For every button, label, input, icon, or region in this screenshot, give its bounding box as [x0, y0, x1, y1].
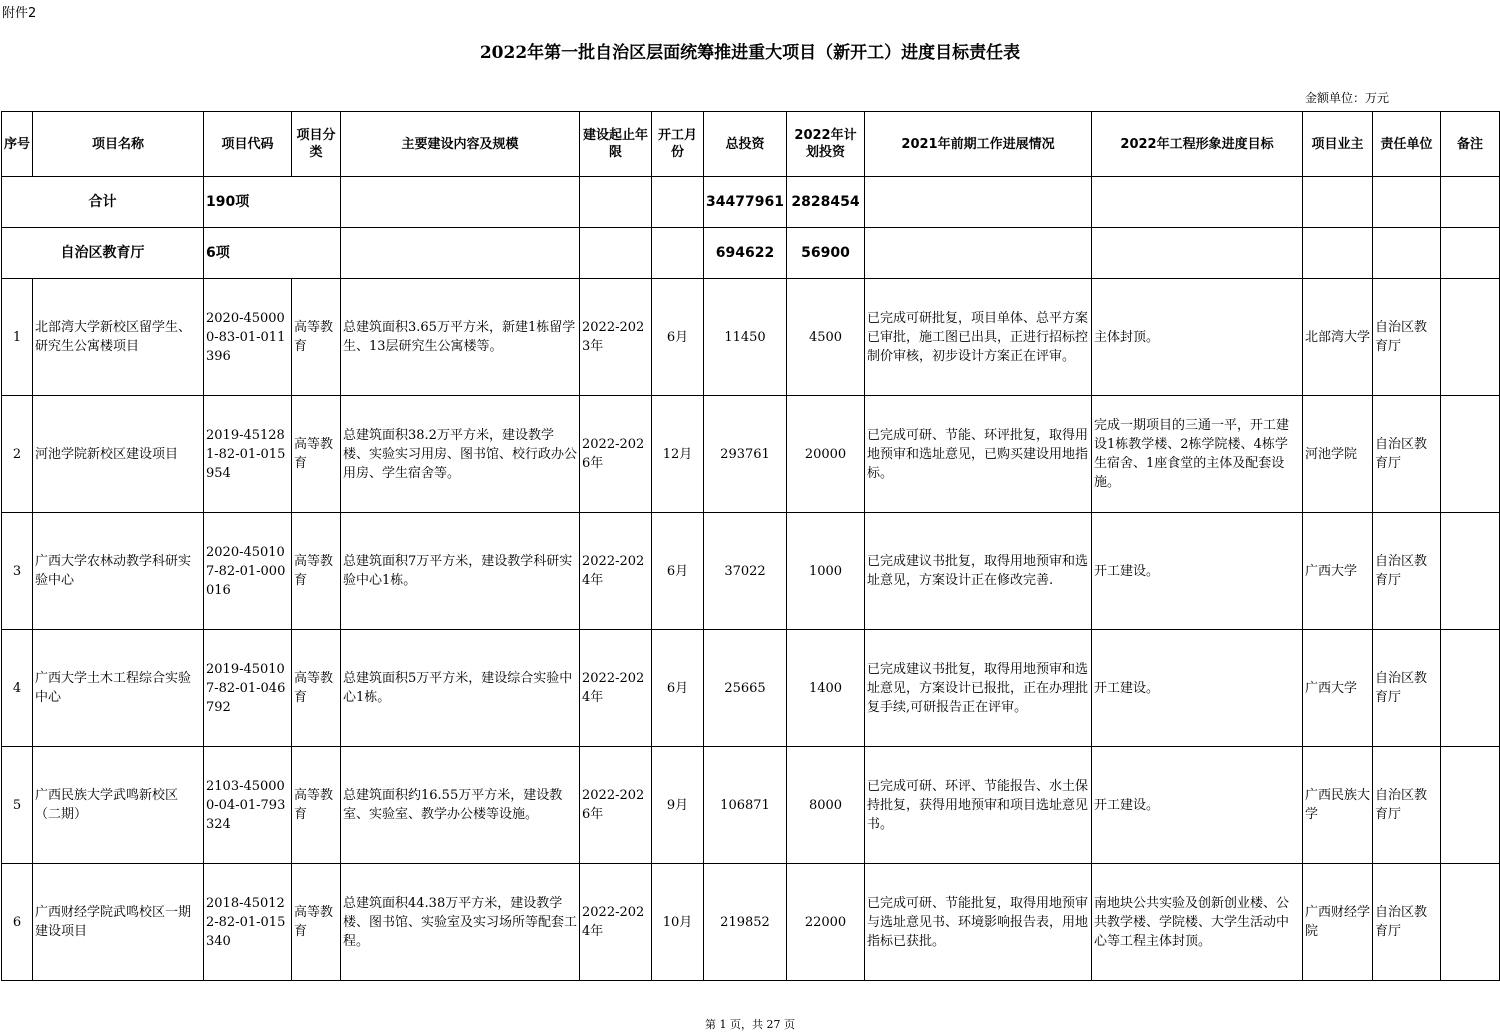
row-start-month: 6月 — [652, 630, 704, 747]
row-responsible: 自治区教育厅 — [1373, 630, 1441, 747]
row-code: 2020-450000-83-01-011396 — [204, 279, 292, 396]
row-start-month: 10月 — [652, 864, 704, 981]
row-progress-2021: 已完成可研、节能批复，取得用地预审与选址意见书、环境影响报告表，用地指标已获批。 — [865, 864, 1092, 981]
table-row — [2, 747, 1500, 864]
dept-investment: 694622 — [704, 228, 787, 279]
row-target-2022: 完成一期项目的三通一平，开工建设1栋教学楼、2栋学院楼、4栋学生宿舍、1座食堂的主体及配套设施。 — [1092, 396, 1303, 513]
row-owner: 北部湾大学 — [1303, 279, 1373, 396]
row-remark — [1441, 630, 1500, 747]
row-code: 2103-450000-04-01-793324 — [204, 747, 292, 864]
row-target-2022: 开工建设。 — [1092, 513, 1303, 630]
header-period: 建设起止年限 — [580, 112, 652, 177]
project-rows — [2, 279, 1500, 981]
row-remark — [1441, 747, 1500, 864]
row-target-2022: 主体封顶。 — [1092, 279, 1303, 396]
row-period: 2022-2023年 — [580, 279, 652, 396]
dept-row — [2, 228, 1500, 279]
row-period: 2022-2026年 — [580, 747, 652, 864]
row-category: 高等教育 — [292, 630, 341, 747]
total-plan: 2828454 — [787, 177, 865, 228]
header-seq: 序号 — [2, 112, 33, 177]
row-total: 37022 — [704, 513, 787, 630]
row-code: 2019-451281-82-01-015954 — [204, 396, 292, 513]
row-total: 293761 — [704, 396, 787, 513]
row-seq: 4 — [2, 630, 33, 747]
attachment-label: 附件2 — [2, 6, 37, 21]
row-plan: 4500 — [787, 279, 865, 396]
row-code: 2018-450122-82-01-015340 — [204, 864, 292, 981]
table-row — [2, 513, 1500, 630]
header-code: 项目代码 — [204, 112, 292, 177]
page-footer: 第 1 页，共 27 页 — [705, 1018, 795, 1031]
row-category: 高等教育 — [292, 513, 341, 630]
row-remark — [1441, 279, 1500, 396]
row-remark — [1441, 513, 1500, 630]
row-content: 总建筑面积约16.55万平方米，建设教室、实验室、教学办公楼等设施。 — [341, 747, 580, 864]
row-category: 高等教育 — [292, 279, 341, 396]
row-category: 高等教育 — [292, 747, 341, 864]
row-content: 总建筑面积3.65万平方米，新建1栋留学生、13层研究生公寓楼等。 — [341, 279, 580, 396]
row-plan: 8000 — [787, 747, 865, 864]
row-period: 2022-2024年 — [580, 630, 652, 747]
row-content: 总建筑面积7万平方米，建设教学科研实验中心1栋。 — [341, 513, 580, 630]
row-owner: 河池学院 — [1303, 396, 1373, 513]
header-progress-2021: 2021年前期工作进展情况 — [865, 112, 1092, 177]
table-row — [2, 279, 1500, 396]
row-plan: 20000 — [787, 396, 865, 513]
row-seq: 5 — [2, 747, 33, 864]
row-content: 总建筑面积44.38万平方米，建设教学楼、图书馆、实验室及实习场所等配套工程。 — [341, 864, 580, 981]
row-owner: 广西大学 — [1303, 513, 1373, 630]
dept-count: 6项 — [204, 228, 341, 279]
row-start-month: 6月 — [652, 513, 704, 630]
row-target-2022: 开工建设。 — [1092, 747, 1303, 864]
row-start-month: 6月 — [652, 279, 704, 396]
row-owner: 广西大学 — [1303, 630, 1373, 747]
dept-plan: 56900 — [787, 228, 865, 279]
row-responsible: 自治区教育厅 — [1373, 864, 1441, 981]
total-count: 190项 — [204, 177, 341, 228]
row-total: 106871 — [704, 747, 787, 864]
row-target-2022: 南地块公共实验及创新创业楼、公共教学楼、学院楼、大学生活动中心等工程主体封顶。 — [1092, 864, 1303, 981]
row-plan: 1000 — [787, 513, 865, 630]
row-responsible: 自治区教育厅 — [1373, 279, 1441, 396]
header-remark: 备注 — [1441, 112, 1500, 177]
row-responsible: 自治区教育厅 — [1373, 513, 1441, 630]
row-period: 2022-2026年 — [580, 396, 652, 513]
row-plan: 1400 — [787, 630, 865, 747]
row-period: 2022-2024年 — [580, 513, 652, 630]
row-name: 广西民族大学武鸣新校区（二期） — [33, 747, 204, 864]
table-row — [2, 396, 1500, 513]
header-content: 主要建设内容及规模 — [341, 112, 580, 177]
row-total: 11450 — [704, 279, 787, 396]
table-header-row — [2, 112, 1500, 177]
header-category: 项目分类 — [292, 112, 341, 177]
row-name: 广西大学农林动教学科研实验中心 — [33, 513, 204, 630]
row-plan: 22000 — [787, 864, 865, 981]
amount-unit: 金额单位：万元 — [1305, 91, 1390, 105]
row-content: 总建筑面积5万平方米，建设综合实验中心1栋。 — [341, 630, 580, 747]
row-progress-2021: 已完成可研、环评、节能报告、水土保持批复，获得用地预审和项目选址意见书。 — [865, 747, 1092, 864]
row-owner: 广西财经学院 — [1303, 864, 1373, 981]
project-table — [1, 111, 1500, 981]
total-investment: 34477961 — [704, 177, 787, 228]
row-owner: 广西民族大学 — [1303, 747, 1373, 864]
row-progress-2021: 已完成建议书批复，取得用地预审和选址意见，方案设计已报批，正在办理批复手续,可研报告正在评审。 — [865, 630, 1092, 747]
row-content: 总建筑面积38.2万平方米，建设教学楼、实验实习用房、图书馆、校行政办公用房、学生宿舍等。 — [341, 396, 580, 513]
row-progress-2021: 已完成可研批复，项目单体、总平方案已审批，施工图已出具，正进行招标控制价审核，初步设计方案正在评审。 — [865, 279, 1092, 396]
row-progress-2021: 已完成可研、节能、环评批复，取得用地预审和选址意见，已购买建设用地指标。 — [865, 396, 1092, 513]
table-row — [2, 630, 1500, 747]
dept-label: 自治区教育厅 — [2, 228, 204, 279]
row-name: 广西财经学院武鸣校区一期建设项目 — [33, 864, 204, 981]
row-code: 2020-450107-82-01-000016 — [204, 513, 292, 630]
row-name: 河池学院新校区建设项目 — [33, 396, 204, 513]
row-seq: 2 — [2, 396, 33, 513]
total-label: 合计 — [2, 177, 204, 228]
row-target-2022: 开工建设。 — [1092, 630, 1303, 747]
row-period: 2022-2024年 — [580, 864, 652, 981]
row-seq: 1 — [2, 279, 33, 396]
row-total: 25665 — [704, 630, 787, 747]
row-seq: 3 — [2, 513, 33, 630]
row-responsible: 自治区教育厅 — [1373, 396, 1441, 513]
page-title: 2022年第一批自治区层面统筹推进重大项目（新开工）进度目标责任表 — [479, 43, 1021, 63]
row-total: 219852 — [704, 864, 787, 981]
row-name: 北部湾大学新校区留学生、研究生公寓楼项目 — [33, 279, 204, 396]
total-row — [2, 177, 1500, 228]
row-name: 广西大学土木工程综合实验中心 — [33, 630, 204, 747]
row-start-month: 9月 — [652, 747, 704, 864]
header-responsible: 责任单位 — [1373, 112, 1441, 177]
row-category: 高等教育 — [292, 864, 341, 981]
header-start-month: 开工月份 — [652, 112, 704, 177]
row-code: 2019-450107-82-01-046792 — [204, 630, 292, 747]
row-category: 高等教育 — [292, 396, 341, 513]
header-name: 项目名称 — [33, 112, 204, 177]
row-progress-2021: 已完成建议书批复，取得用地预审和选址意见，方案设计正在修改完善. — [865, 513, 1092, 630]
row-start-month: 12月 — [652, 396, 704, 513]
table-row — [2, 864, 1500, 981]
header-owner: 项目业主 — [1303, 112, 1373, 177]
row-responsible: 自治区教育厅 — [1373, 747, 1441, 864]
header-plan: 2022年计划投资 — [787, 112, 865, 177]
row-remark — [1441, 396, 1500, 513]
header-target-2022: 2022年工程形象进度目标 — [1092, 112, 1303, 177]
row-seq: 6 — [2, 864, 33, 981]
row-remark — [1441, 864, 1500, 981]
header-total: 总投资 — [704, 112, 787, 177]
